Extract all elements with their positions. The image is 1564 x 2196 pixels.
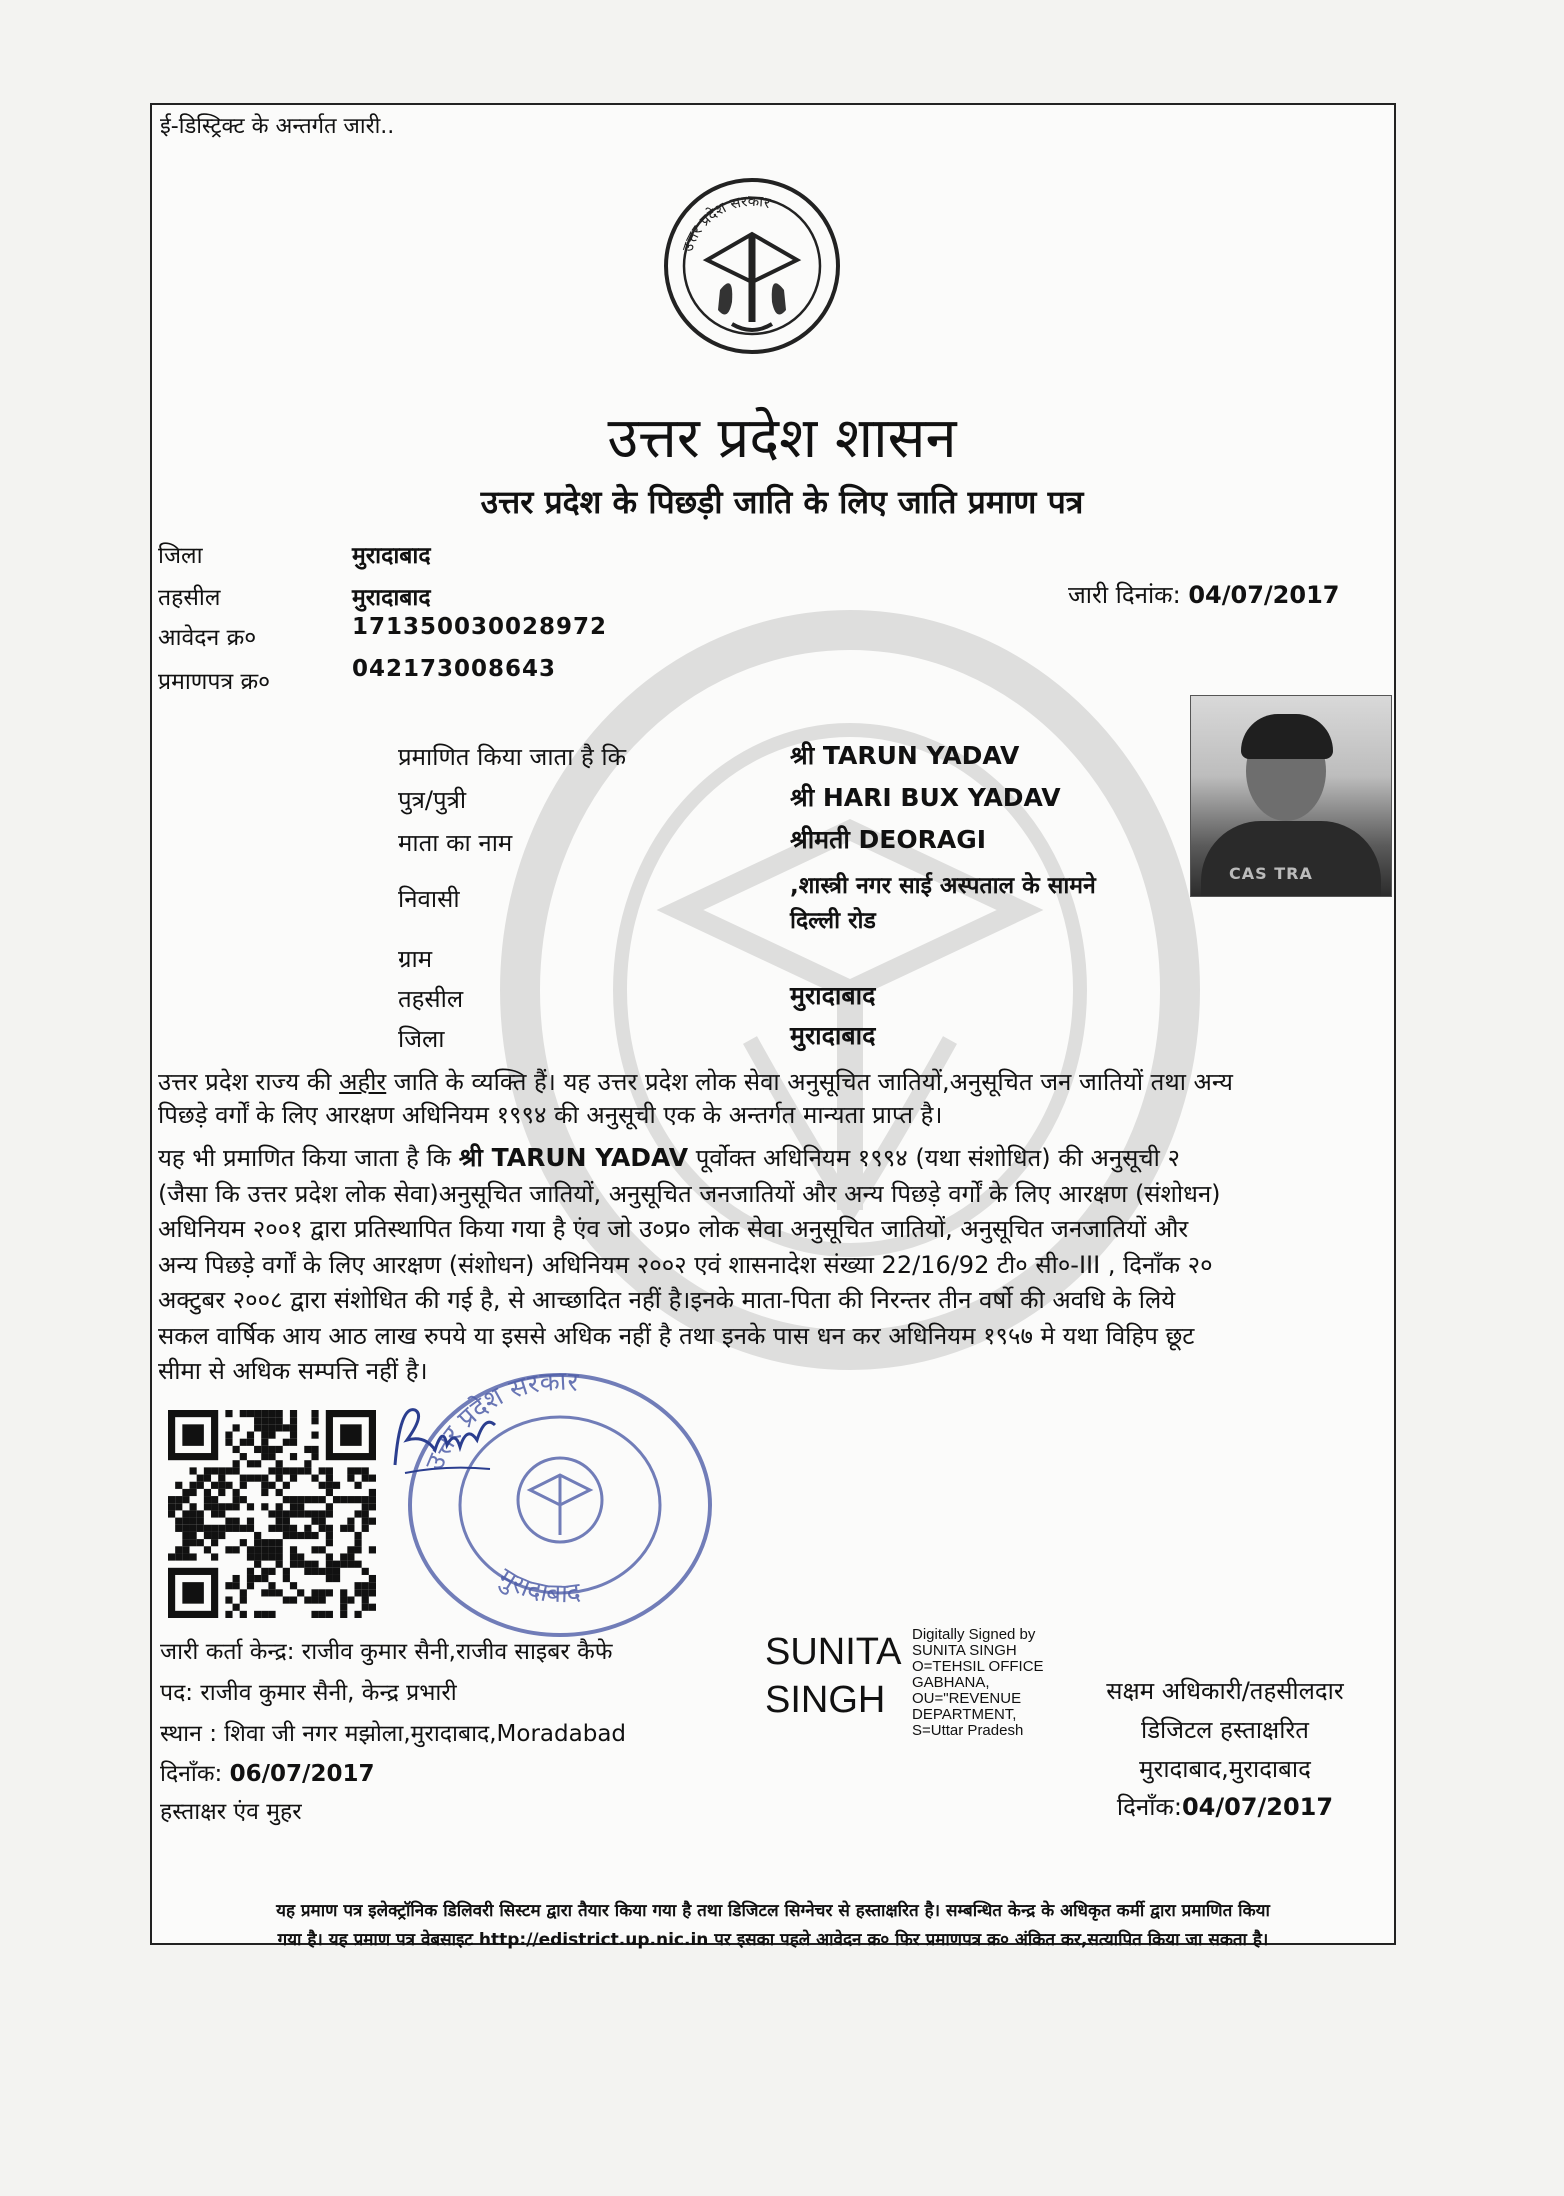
tehsil-label: तहसील [158,585,221,611]
signature-seal-label: हस्ताक्षर एंव मुहर [160,1799,302,1825]
authority-date [1060,1790,1390,1823]
digital-signer-first-name: SUNITA [765,1631,902,1673]
issuer-date [160,1756,374,1788]
resident-line2: दिल्ली रोड [790,908,876,934]
page-title: उत्तर प्रदेश शासन [607,406,957,471]
handwritten-signature [385,1395,505,1485]
person-district-label: जिला [398,1025,445,1053]
seal-text-top: उत्तर प्रदेश सरकार [419,1366,580,1475]
paragraph-1: उत्तर प्रदेश राज्य की अहीर जाति के व्यक्ति हैं। यह उत्तर प्रदेश लोक सेवा अनुसूचित जातियों,अनुसूचित जन जातियों तथा अन्य पिछड़े वर्गों के लिए आरक्षण अधिनियम १९९४ की अनुसूची एक के अन्तर्गत मान्यता प्राप्त है। [158,1068,1233,1129]
seal-text-bottom: मुरादाबाद [492,1562,583,1610]
issuing-centre: जारी कर्ता केन्द्र: राजीव कुमार सैनी,राजीव साइबर कैफे [160,1639,613,1665]
authority-date-value: 04/07/2017 [1181,1793,1334,1821]
issue-date-value: 04/07/2017 [1188,581,1340,609]
issuer-place: स्थान : शिवा जी नगर मझोला,मुरादाबाद,Moradabad [160,1721,627,1747]
mother-value: श्रीमती DEORAGI [790,825,987,854]
issuer-date-label: दिनाँक: [160,1761,230,1787]
applicant-photo [1190,695,1392,897]
footer-line-2: गया है। यह प्रमाण पत्र वेबसाइट http://edistrict.up.nic.in पर इसका पहले आवेदन क्र० फिर प्रमाणपत्र क्र० अंकित कर,सत्यापित किया जा सकता है। [277,1930,1269,1950]
resident-line1: ,शास्त्री नगर साई अस्पताल के सामने [790,873,1096,899]
authority-title: सक्षम अधिकारी/तहसीलदार [1106,1677,1344,1705]
application-value: 171350030028972 [352,614,608,640]
parent-value: श्री HARI BUX YADAV [790,783,1061,812]
footer-line-1: यह प्रमाण पत्र इलेक्ट्रॉनिक डिलिवरी सिस्टम द्वारा तैयार किया गया है तथा डिजिटल सिग्नेचर से हस्ताक्षरित है। सम्बन्धित केन्द्र के अधिकृत कर्मी द्वारा प्रमाणित किया [276,1901,1270,1921]
authority-digital-signed: डिजिटल हस्ताक्षरित [1141,1716,1309,1744]
issuer-date-value: 06/07/2017 [229,1761,375,1787]
person-tehsil-label: तहसील [398,985,464,1013]
photo-text: CAS TRA [1229,864,1313,883]
person-district-value: मुरादाबाद [790,1021,876,1050]
qr-code [168,1410,376,1618]
authority-date-label: दिनाँक: [1116,1793,1182,1821]
certified-label: प्रमाणित किया जाता है कि [398,743,627,771]
parent-label: पुत्र/पुत्री [398,786,467,814]
emblem-text: उत्तर प्रदेश सरकार [678,191,773,254]
district-value: मुरादाबाद [352,543,431,569]
person-tehsil-value: मुरादाबाद [790,981,876,1010]
village-label: ग्राम [398,945,433,973]
certificate-label: प्रमाणपत्र क्र० [158,669,271,695]
applicant-name: श्री TARUN YADAV [790,741,1020,770]
digital-signature-details: Digitally Signed by SUNITA SINGH O=TEHSIL OFFICE GABHANA, OU="REVENUE DEPARTMENT, S=Uttar Pradesh [912,1626,1044,1739]
caste-name: अहीर [339,1068,387,1096]
issue-date-label: जारी दिनांक: [1068,581,1181,609]
district-label: जिला [158,543,203,569]
certificate-value: 042173008643 [352,656,557,682]
tehsil-value: मुरादाबाद [352,585,431,611]
mother-label: माता का नाम [398,829,513,857]
header-note: ई-डिस्ट्रिक्ट के अन्तर्गत जारी.. [160,114,395,139]
resident-label: निवासी [398,885,460,913]
paragraph-applicant-name: श्री TARUN YADAV [458,1143,689,1172]
up-government-emblem [662,172,842,360]
issuer-post: पद: राजीव कुमार सैनी, केन्द्र प्रभारी [160,1680,457,1706]
page-subtitle: उत्तर प्रदेश के पिछड़ी जाति के लिए जाति प्रमाण पत्र [480,483,1084,521]
issue-date [1068,578,1339,611]
paragraph-2: यह भी प्रमाणित किया जाता है कि श्री TARUN YADAV पूर्वोक्त अधिनियम १९९४ (यथा संशोधित) की अनुसूची २ (जैसा कि उत्तर प्रदेश लोक सेवा)अनुसूचित जातियों, अनुसूचित जनजातियों और अन्य पिछड़े वर्गों के लिए आरक्षण (संशोधन) अधिनियम २००१ द्वारा प्रतिस्थापित किया गया है एंव जो उ०प्र० लोक सेवा अनुसूचित जातियों, अनुसूचित जनजातियों और अन्य पिछड़े वर्गों के लिए आरक्षण (संशोधन) अधिनियम २००२ एवं शासनादेश संख्या 22/16/92 टी० सी०-III , दिनाँक २० अक्टुबर २००८ द्वारा संशोधित की गई है, से आच्छादित नहीं है।इनके माता-पिता की निरन्तर तीन वर्षो की अवधि के लिये सकल वार्षिक आय आठ लाख रुपये या इससे अधिक नहीं है तथा इनके पास धन कर अधिनियम १९५७ मे यथा विहिप छूट सीमा से अधिक सम्पत्ति नहीं है। [158,1143,1221,1385]
authority-location: मुरादाबाद,मुरादाबाद [1139,1755,1311,1783]
digital-signer-last-name: SINGH [765,1679,886,1721]
svg-text:मुरादाबाद [493,1562,584,1609]
application-label: आवेदन क्र० [158,625,257,651]
